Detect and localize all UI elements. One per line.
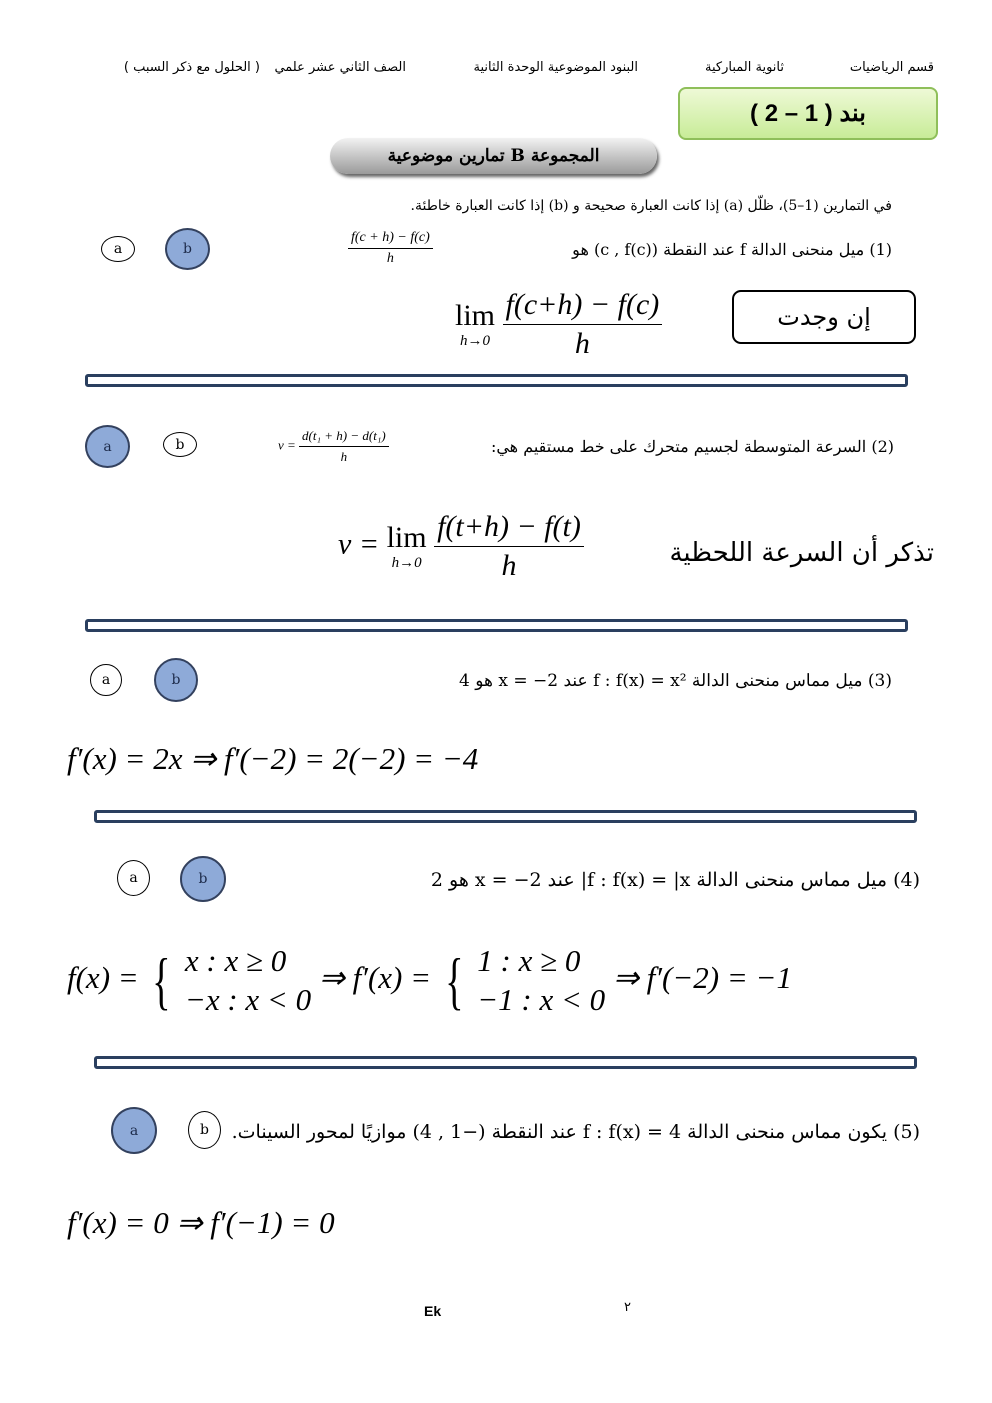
q3-statement: ميل مماس منحنى الدالة f : f(x) = x² عند x = −2 هو 4	[458, 671, 863, 691]
q2-statement: السرعة المتوسطة لجسيم متحرك على خط مستقيم هي:	[490, 437, 867, 456]
q1-solution-den: h	[574, 327, 590, 360]
q4-solution-lhs: f(x) =	[67, 959, 139, 995]
q1-option-a[interactable]: a	[101, 236, 135, 262]
q4-cases-1	[185, 942, 311, 1020]
q1-solution-num: f(c+h) − f(c)	[503, 288, 663, 325]
q4-solution	[67, 942, 792, 1020]
q2-option-b[interactable]: b	[163, 432, 197, 457]
q3-option-a[interactable]: a	[90, 664, 122, 696]
separator-4	[94, 1056, 917, 1069]
q2-text	[491, 437, 894, 456]
q5-statement: يكون مماس منحنى الدالة f : f(x) = 4 عند النقطة (−1 , 4) موازيًا لمحور السينات.	[231, 1121, 888, 1143]
q5-option-b[interactable]: b	[188, 1111, 221, 1149]
q4-result: ⇒ f′(−2) = −1	[612, 959, 792, 995]
q2-lim-sub: h→0	[391, 555, 422, 571]
q1-statement: ميل منحنى الدالة f عند النقطة (c , f(c)) هو	[572, 240, 865, 259]
q2-solution-num: f(t+h) − f(t)	[434, 510, 584, 547]
header-unit: البنود الموضوعية الوحدة الثانية	[473, 60, 638, 75]
q1-formula-den: h	[386, 251, 394, 266]
q4-text	[431, 869, 920, 891]
band-title: بند ( 1 – 2 )	[678, 87, 938, 140]
separator-3	[94, 810, 917, 823]
q4-case-1: x : x ≥ 0	[184, 943, 287, 978]
q4-option-a[interactable]: a	[117, 860, 150, 896]
group-title: المجموعة B تمارين موضوعية	[330, 138, 657, 174]
q4-dcase-2: −1 : x < 0	[477, 981, 606, 1017]
q5-solution: f′(x) = 0 ⇒ f′(−1) = 0	[67, 1205, 335, 1240]
q4-number: (4)	[893, 869, 920, 891]
separator-1	[85, 374, 908, 387]
header-school: ثانوية المباركية	[705, 60, 784, 75]
q3-solution: f′(x) = 2x ⇒ f′(−2) = 2(−2) = −4	[67, 741, 479, 776]
header-department: قسم الرياضيات	[849, 60, 934, 75]
q3-text	[459, 671, 892, 691]
q4-statement: ميل مماس منحنى الدالة f : f(x) = |x| عند x = −2 هو 2	[430, 869, 888, 891]
q3-option-b-selected[interactable]: b	[154, 658, 198, 702]
q1-lim: lim	[455, 299, 496, 332]
q4-dcase-1: 1 : x ≥ 0	[477, 943, 581, 978]
q2-formula-lhs: v =	[278, 437, 296, 453]
q1-text	[572, 240, 892, 259]
header-note: ( الحلول مع ذكر السبب )	[123, 60, 260, 75]
q4-brace-2: {	[444, 944, 464, 1016]
q2-note: تذكر أن السرعة اللحظية	[669, 538, 934, 568]
q1-note-box: إن وجدت	[732, 290, 916, 344]
q2-formula	[278, 428, 389, 465]
q1-solution	[455, 288, 662, 361]
q2-formula-den: h	[340, 449, 348, 464]
q4-brace-1: {	[152, 944, 172, 1016]
q4-cases-2	[477, 942, 605, 1020]
q3-number: (3)	[867, 671, 892, 691]
q1-formula-num: f(c + h) − f(c)	[348, 230, 433, 249]
q4-case-2: −x : x < 0	[184, 981, 312, 1017]
q2-solution	[338, 510, 584, 583]
q2-option-a-selected[interactable]: a	[85, 425, 130, 468]
separator-2	[85, 619, 908, 632]
q2-number: (2)	[871, 437, 894, 456]
q2-lim: lim	[386, 521, 427, 554]
header-grade: الصف الثاني عشر علمي	[274, 60, 406, 75]
q1-option-b-selected[interactable]: b	[165, 228, 210, 270]
q1-number: (1)	[869, 240, 892, 259]
q2-formula-num: d(t₁ + h) − d(t₁)	[299, 428, 389, 447]
q5-option-a-selected[interactable]: a	[111, 1107, 157, 1154]
instructions: في التمارين (1–5)، ظلّل (a) إذا كانت العبارة صحيحة و (b) إذا كانت العبارة خاطئة.	[410, 198, 892, 214]
footer-author: Ek	[424, 1303, 442, 1319]
footer-page-number: ٢	[624, 1300, 631, 1315]
q5-number: (5)	[893, 1121, 920, 1143]
q1-formula	[348, 230, 433, 267]
q1-lim-sub: h→0	[460, 333, 490, 349]
q2-solution-den: h	[501, 549, 517, 582]
q5-text	[232, 1121, 920, 1143]
q4-option-b-selected[interactable]: b	[180, 856, 226, 902]
q4-arrow-1: ⇒ f′(x) =	[318, 959, 432, 995]
q2-solution-lhs: v =	[338, 527, 380, 561]
